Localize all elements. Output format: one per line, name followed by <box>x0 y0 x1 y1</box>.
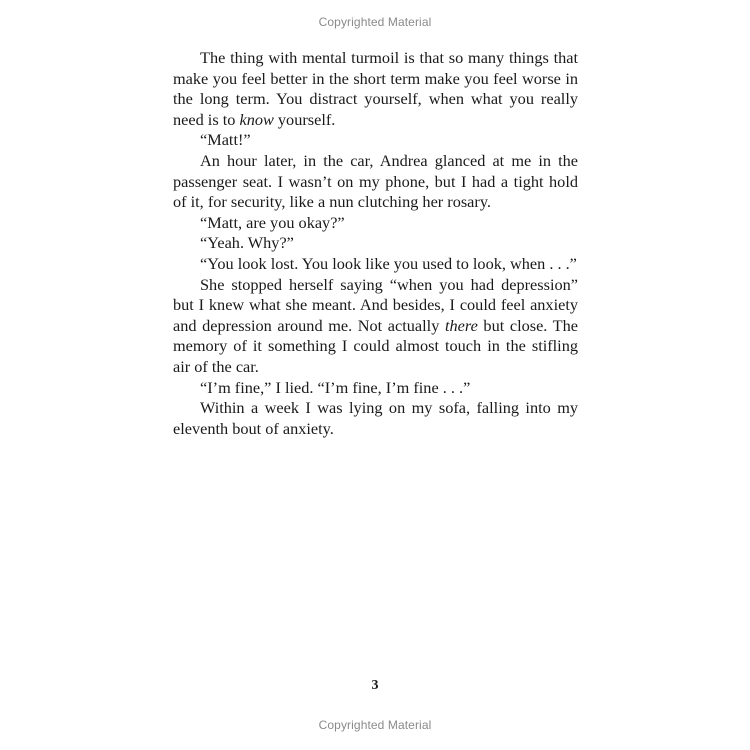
paragraph-8-text: “I’m fine,” I lied. “I’m fine, I’m fine . . .” <box>200 377 471 397</box>
paragraph-2-text: “Matt!” <box>200 130 251 150</box>
paragraph-4 <box>173 213 578 234</box>
paragraph-2 <box>173 130 578 151</box>
paragraph-3-text: An hour later, in the car, Andrea glanced at me in the passenger seat. I wasn’t on my phone, but I had a tight hold of it, for security, like a nun clutching her rosary. <box>173 150 578 212</box>
paragraph-8 <box>173 378 578 399</box>
copyright-watermark-top: Copyrighted Material <box>318 15 432 29</box>
paragraph-1-emphasis: know <box>239 109 274 129</box>
page-number: 3 <box>371 678 379 693</box>
paragraph-5-text: “Yeah. Why?” <box>200 233 294 253</box>
paragraph-1-text-a: The thing with mental turmoil is that so many things that make you feel better in the short term make you feel worse in the long term. You distract yourself, when what you really need is to <box>173 48 578 129</box>
paragraph-7 <box>173 275 578 378</box>
paragraph-7-text-b: but close. The memory of it something I could almost touch in the stifling air of the car. <box>173 315 578 376</box>
copyright-watermark-bottom: Copyrighted Material <box>318 718 432 732</box>
paragraph-9-text: Within a week I was lying on my sofa, falling into my eleventh bout of anxiety. <box>173 398 578 438</box>
paragraph-7-text-a: She stopped herself saying “when you had depression” but I knew what she meant. And besides, I could feel anxiety and depression around me. Not actually <box>173 274 578 335</box>
paragraph-1 <box>173 48 578 130</box>
paragraph-6 <box>173 254 578 275</box>
body-text <box>173 48 578 439</box>
paragraph-4-text: “Matt, are you okay?” <box>200 212 345 232</box>
paragraph-9 <box>173 398 578 439</box>
paragraph-3 <box>173 151 578 213</box>
paragraph-5 <box>173 233 578 254</box>
paragraph-7-emphasis: there <box>444 315 478 335</box>
paragraph-6-text: “You look lost. You look like you used to look, when . . .” <box>200 253 577 273</box>
paragraph-1-text-b: yourself. <box>273 109 336 129</box>
